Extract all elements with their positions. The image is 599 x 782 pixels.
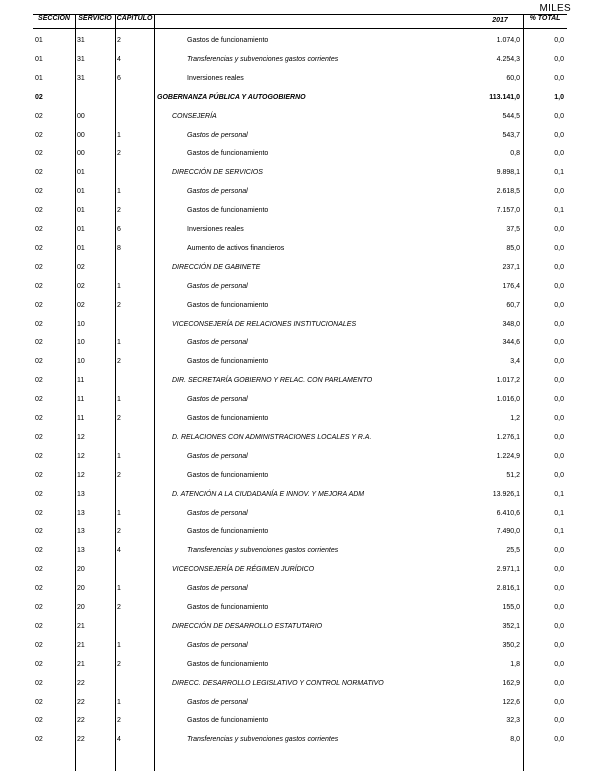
servicio-cell: 11 — [77, 396, 85, 404]
percent-cell: 0,0 — [554, 660, 564, 668]
description-cell: DIR. SECRETARÍA GOBIERNO Y RELAC. CON PARLAMENTO — [172, 377, 373, 385]
amount-cell: 0,8 — [510, 150, 520, 158]
table-row — [0, 598, 599, 617]
table-row — [0, 522, 599, 541]
percent-cell: 0,0 — [554, 452, 564, 460]
description-cell: Gastos de personal — [187, 698, 248, 706]
description-cell: DIRECCIÓN DE SERVICIOS — [172, 169, 263, 177]
seccion-cell: 02 — [35, 604, 43, 611]
percent-cell: 0,0 — [554, 585, 564, 593]
header-servicio: SERVICIO — [78, 15, 112, 22]
amount-cell: 2.618,5 — [496, 188, 520, 196]
seccion-cell: 02 — [35, 698, 43, 706]
amount-cell: 544,5 — [502, 112, 520, 120]
seccion-cell: 02 — [35, 339, 43, 347]
description-cell: Gastos de personal — [187, 396, 248, 404]
description-cell: Gastos de personal — [187, 188, 248, 196]
table-row — [0, 258, 599, 277]
amount-cell: 1.074,0 — [496, 37, 520, 44]
table-row — [0, 220, 599, 239]
description-cell: Gastos de funcionamiento — [187, 207, 269, 215]
servicio-cell: 01 — [77, 188, 85, 196]
capitulo-cell: 4 — [117, 547, 121, 555]
description-cell: D. ATENCIÓN A LA CIUDADANÍA E INNOV. Y MEJORA ADM — [172, 490, 365, 498]
servicio-cell: 12 — [77, 471, 85, 479]
capitulo-cell: 2 — [117, 717, 121, 725]
description-cell: Gastos de funcionamiento — [187, 660, 269, 668]
seccion-cell: 02 — [35, 131, 43, 139]
description-cell: Gastos de funcionamiento — [187, 301, 269, 309]
percent-cell: 0,0 — [554, 415, 564, 422]
description-cell: DIRECC. DESARROLLO LEGISLATIVO Y CONTROL NORMATIVO — [172, 679, 384, 687]
servicio-cell: 11 — [77, 415, 85, 422]
servicio-cell: 21 — [77, 660, 85, 668]
capitulo-cell: 8 — [117, 244, 121, 252]
seccion-cell: 02 — [35, 415, 43, 422]
servicio-cell: 13 — [77, 547, 85, 555]
description-cell: Gastos de personal — [187, 509, 248, 517]
table-row — [0, 88, 599, 107]
table-row — [0, 296, 599, 315]
servicio-cell: 21 — [77, 622, 85, 630]
servicio-cell: 02 — [77, 301, 85, 309]
percent-cell: 0,0 — [554, 150, 564, 158]
table-row — [0, 560, 599, 579]
seccion-cell: 02 — [35, 112, 43, 120]
seccion-cell: 02 — [35, 433, 43, 441]
seccion-cell: 02 — [35, 622, 43, 630]
table-row — [0, 371, 599, 390]
capitulo-cell: 2 — [117, 528, 121, 536]
seccion-cell: 02 — [35, 207, 43, 215]
percent-cell: 0,0 — [554, 604, 564, 611]
percent-cell: 0,1 — [554, 169, 564, 177]
description-cell: VICECONSEJERÍA DE RELACIONES INSTITUCIONALES — [172, 320, 357, 328]
percent-cell: 0,0 — [554, 37, 564, 44]
amount-cell: 32,3 — [506, 717, 520, 725]
amount-cell: 4.254,3 — [496, 55, 520, 63]
units-label: MILES — [539, 3, 571, 14]
percent-cell: 0,0 — [554, 547, 564, 555]
servicio-cell: 22 — [77, 736, 85, 744]
amount-cell: 2.971,1 — [496, 566, 520, 574]
capitulo-cell: 1 — [117, 452, 121, 460]
table-row — [0, 693, 599, 712]
percent-cell: 0,0 — [554, 55, 564, 63]
seccion-cell: 02 — [35, 377, 43, 385]
percent-cell: 0,0 — [554, 679, 564, 687]
seccion-cell: 02 — [35, 169, 43, 177]
servicio-cell: 00 — [77, 112, 85, 120]
description-cell: Gastos de personal — [187, 282, 248, 290]
capitulo-cell: 2 — [117, 358, 121, 366]
seccion-cell: 02 — [35, 282, 43, 290]
table-row — [0, 126, 599, 145]
amount-cell: 350,2 — [502, 641, 520, 649]
seccion-cell: 02 — [35, 452, 43, 460]
percent-cell: 0,0 — [554, 188, 564, 196]
description-cell: CONSEJERÍA — [172, 112, 217, 120]
servicio-cell: 31 — [77, 37, 85, 44]
capitulo-cell: 2 — [117, 207, 121, 215]
seccion-cell: 02 — [35, 244, 43, 252]
description-cell: Inversiones reales — [187, 226, 244, 233]
seccion-cell: 02 — [35, 547, 43, 555]
percent-cell: 0,1 — [554, 509, 564, 517]
percent-cell: 0,0 — [554, 320, 564, 328]
servicio-cell: 01 — [77, 207, 85, 215]
percent-cell: 0,0 — [554, 717, 564, 725]
percent-cell: 0,0 — [554, 698, 564, 706]
description-cell: Gastos de personal — [187, 339, 248, 347]
description-cell: Gastos de funcionamiento — [187, 528, 269, 536]
servicio-cell: 13 — [77, 528, 85, 536]
description-cell: Gastos de personal — [187, 452, 248, 460]
seccion-cell: 02 — [35, 490, 43, 498]
capitulo-cell: 2 — [117, 604, 121, 611]
percent-cell: 0,0 — [554, 358, 564, 366]
servicio-cell: 22 — [77, 717, 85, 725]
seccion-cell: 02 — [35, 150, 43, 158]
amount-cell: 162,9 — [502, 679, 520, 687]
servicio-cell: 01 — [77, 244, 85, 252]
capitulo-cell: 4 — [117, 55, 121, 63]
amount-cell: 7.490,0 — [496, 528, 520, 536]
capitulo-cell: 2 — [117, 150, 121, 158]
capitulo-cell: 6 — [117, 226, 121, 233]
table-row — [0, 182, 599, 201]
table-row — [0, 579, 599, 598]
table-row — [0, 447, 599, 466]
description-cell: Transferencias y subvenciones gastos corrientes — [187, 547, 339, 555]
percent-cell: 0,0 — [554, 641, 564, 649]
capitulo-cell: 1 — [117, 396, 121, 404]
amount-cell: 237,1 — [502, 263, 520, 271]
amount-cell: 352,1 — [502, 622, 520, 630]
table-row — [0, 277, 599, 296]
capitulo-cell: 1 — [117, 698, 121, 706]
table-row — [0, 163, 599, 182]
percent-cell: 0,0 — [554, 471, 564, 479]
table-row — [0, 239, 599, 258]
seccion-cell: 02 — [35, 320, 43, 328]
percent-cell: 0,0 — [554, 433, 564, 441]
servicio-cell: 20 — [77, 604, 85, 611]
amount-cell: 2.816,1 — [496, 585, 520, 593]
servicio-cell: 11 — [77, 377, 85, 385]
percent-cell: 1,0 — [554, 93, 564, 101]
capitulo-cell: 1 — [117, 131, 121, 139]
capitulo-cell: 1 — [117, 585, 121, 593]
percent-cell: 0,0 — [554, 736, 564, 744]
table-row — [0, 617, 599, 636]
seccion-cell: 01 — [35, 55, 43, 63]
servicio-cell: 20 — [77, 585, 85, 593]
header-capitulo: CAPITULO — [116, 15, 153, 22]
amount-cell: 37,5 — [506, 226, 520, 233]
table-row — [0, 655, 599, 674]
header-seccion: SECCION — [38, 15, 70, 22]
capitulo-cell: 1 — [117, 641, 121, 649]
amount-cell: 85,0 — [506, 244, 520, 252]
percent-cell: 0,0 — [554, 396, 564, 404]
percent-cell: 0,1 — [554, 490, 564, 498]
amount-cell: 60,7 — [506, 301, 520, 309]
header-bottom-rule — [33, 28, 567, 29]
servicio-cell: 10 — [77, 358, 85, 366]
amount-cell: 155,0 — [502, 604, 520, 611]
capitulo-cell: 2 — [117, 471, 121, 479]
seccion-cell: 02 — [35, 679, 43, 687]
description-cell: D. RELACIONES CON ADMINISTRACIONES LOCALES Y R.A. — [172, 433, 372, 441]
description-cell: Gastos de personal — [187, 641, 248, 649]
amount-cell: 344,6 — [502, 339, 520, 347]
amount-cell: 1.276,1 — [496, 433, 520, 441]
amount-cell: 60,0 — [506, 74, 520, 82]
percent-cell: 0,0 — [554, 263, 564, 271]
table-row — [0, 541, 599, 560]
amount-cell: 13.926,1 — [492, 490, 520, 498]
table-row — [0, 409, 599, 428]
servicio-cell: 12 — [77, 433, 85, 441]
table-row — [0, 201, 599, 220]
capitulo-cell: 2 — [117, 415, 121, 422]
amount-cell: 3,4 — [510, 358, 520, 366]
description-cell: GOBERNANZA PÚBLICA Y AUTOGOBIERNO — [157, 93, 306, 101]
capitulo-cell: 1 — [117, 188, 121, 196]
table-row — [0, 485, 599, 504]
servicio-cell: 00 — [77, 150, 85, 158]
description-cell: Gastos de funcionamiento — [187, 471, 269, 479]
amount-cell: 348,0 — [502, 320, 520, 328]
capitulo-cell: 6 — [117, 74, 121, 82]
amount-cell: 7.157,0 — [496, 207, 520, 215]
amount-cell: 25,5 — [506, 547, 520, 555]
servicio-cell: 12 — [77, 452, 85, 460]
seccion-cell: 01 — [35, 37, 43, 44]
table-row — [0, 144, 599, 163]
description-cell: Gastos de funcionamiento — [187, 37, 269, 44]
percent-cell: 0,0 — [554, 131, 564, 139]
table-row — [0, 674, 599, 693]
description-cell: Gastos de funcionamiento — [187, 717, 269, 725]
description-cell: Gastos de funcionamiento — [187, 604, 269, 611]
description-cell: Gastos de personal — [187, 585, 248, 593]
description-cell: Transferencias y subvenciones gastos corrientes — [187, 55, 339, 63]
description-cell: DIRECCIÓN DE GABINETE — [172, 263, 261, 271]
seccion-cell: 02 — [35, 736, 43, 744]
seccion-cell: 02 — [35, 717, 43, 725]
servicio-cell: 22 — [77, 679, 85, 687]
description-cell: DIRECCIÓN DE DESARROLLO ESTATUTARIO — [172, 622, 323, 630]
seccion-cell: 02 — [35, 509, 43, 517]
table-row — [0, 50, 599, 69]
percent-cell: 0,1 — [554, 207, 564, 215]
percent-cell: 0,0 — [554, 244, 564, 252]
amount-cell: 1,8 — [510, 660, 520, 668]
seccion-cell: 02 — [35, 471, 43, 479]
servicio-cell: 13 — [77, 490, 85, 498]
amount-cell: 1.224,9 — [496, 452, 520, 460]
table-row — [0, 730, 599, 749]
seccion-cell: 02 — [35, 188, 43, 196]
capitulo-cell: 1 — [117, 339, 121, 347]
percent-cell: 0,0 — [554, 112, 564, 120]
table-row — [0, 31, 599, 50]
seccion-cell: 02 — [35, 641, 43, 649]
description-cell: Gastos de funcionamiento — [187, 150, 269, 158]
capitulo-cell: 2 — [117, 37, 121, 44]
seccion-cell: 02 — [35, 93, 43, 101]
servicio-cell: 20 — [77, 566, 85, 574]
servicio-cell: 02 — [77, 263, 85, 271]
percent-cell: 0,0 — [554, 282, 564, 290]
amount-cell: 1.017,2 — [496, 377, 520, 385]
percent-cell: 0,0 — [554, 74, 564, 82]
seccion-cell: 02 — [35, 263, 43, 271]
description-cell: Gastos de funcionamiento — [187, 415, 269, 422]
amount-cell: 6.410,6 — [496, 509, 520, 517]
description-cell: Gastos de personal — [187, 131, 248, 139]
table-row — [0, 69, 599, 88]
percent-cell: 0,0 — [554, 622, 564, 630]
seccion-cell: 02 — [35, 396, 43, 404]
percent-cell: 0,1 — [554, 528, 564, 536]
amount-cell: 51,2 — [506, 471, 520, 479]
table-row — [0, 352, 599, 371]
table-row — [0, 504, 599, 523]
amount-cell: 122,6 — [502, 698, 520, 706]
capitulo-cell: 2 — [117, 301, 121, 309]
servicio-cell: 13 — [77, 509, 85, 517]
servicio-cell: 21 — [77, 641, 85, 649]
description-cell: VICECONSEJERÍA DE RÉGIMEN JURÍDICO — [172, 566, 315, 574]
description-cell: Aumento de activos financieros — [187, 244, 285, 252]
amount-cell: 1.016,0 — [496, 396, 520, 404]
seccion-cell: 02 — [35, 301, 43, 309]
header-top-rule — [33, 14, 567, 15]
percent-cell: 0,0 — [554, 377, 564, 385]
description-cell: Inversiones reales — [187, 74, 244, 82]
servicio-cell: 31 — [77, 74, 85, 82]
seccion-cell: 02 — [35, 585, 43, 593]
description-cell: Gastos de funcionamiento — [187, 358, 269, 366]
seccion-cell: 01 — [35, 74, 43, 82]
servicio-cell: 22 — [77, 698, 85, 706]
capitulo-cell: 1 — [117, 509, 121, 517]
servicio-cell: 02 — [77, 282, 85, 290]
table-row — [0, 333, 599, 352]
header-year: 2017 — [492, 17, 508, 24]
table-row — [0, 428, 599, 447]
servicio-cell: 01 — [77, 169, 85, 177]
amount-cell: 543,7 — [502, 131, 520, 139]
header-pct-total: % TOTAL — [529, 15, 561, 22]
servicio-cell: 01 — [77, 226, 85, 233]
capitulo-cell: 4 — [117, 736, 121, 744]
percent-cell: 0,0 — [554, 226, 564, 233]
servicio-cell: 10 — [77, 339, 85, 347]
table-row — [0, 466, 599, 485]
servicio-cell: 10 — [77, 320, 85, 328]
servicio-cell: 31 — [77, 55, 85, 63]
table-row — [0, 390, 599, 409]
table-row — [0, 315, 599, 334]
percent-cell: 0,0 — [554, 301, 564, 309]
seccion-cell: 02 — [35, 528, 43, 536]
percent-cell: 0,0 — [554, 339, 564, 347]
amount-cell: 113.141,0 — [489, 93, 520, 101]
description-cell: Transferencias y subvenciones gastos corrientes — [187, 736, 339, 744]
seccion-cell: 02 — [35, 660, 43, 668]
seccion-cell: 02 — [35, 566, 43, 574]
percent-cell: 0,0 — [554, 566, 564, 574]
amount-cell: 8,0 — [510, 736, 520, 744]
servicio-cell: 00 — [77, 131, 85, 139]
seccion-cell: 02 — [35, 358, 43, 366]
amount-cell: 1,2 — [510, 415, 520, 422]
table-row — [0, 711, 599, 730]
capitulo-cell: 1 — [117, 282, 121, 290]
capitulo-cell: 2 — [117, 660, 121, 668]
amount-cell: 176,4 — [502, 282, 520, 290]
seccion-cell: 02 — [35, 226, 43, 233]
table-row — [0, 636, 599, 655]
table-row — [0, 107, 599, 126]
amount-cell: 9.898,1 — [496, 169, 520, 177]
